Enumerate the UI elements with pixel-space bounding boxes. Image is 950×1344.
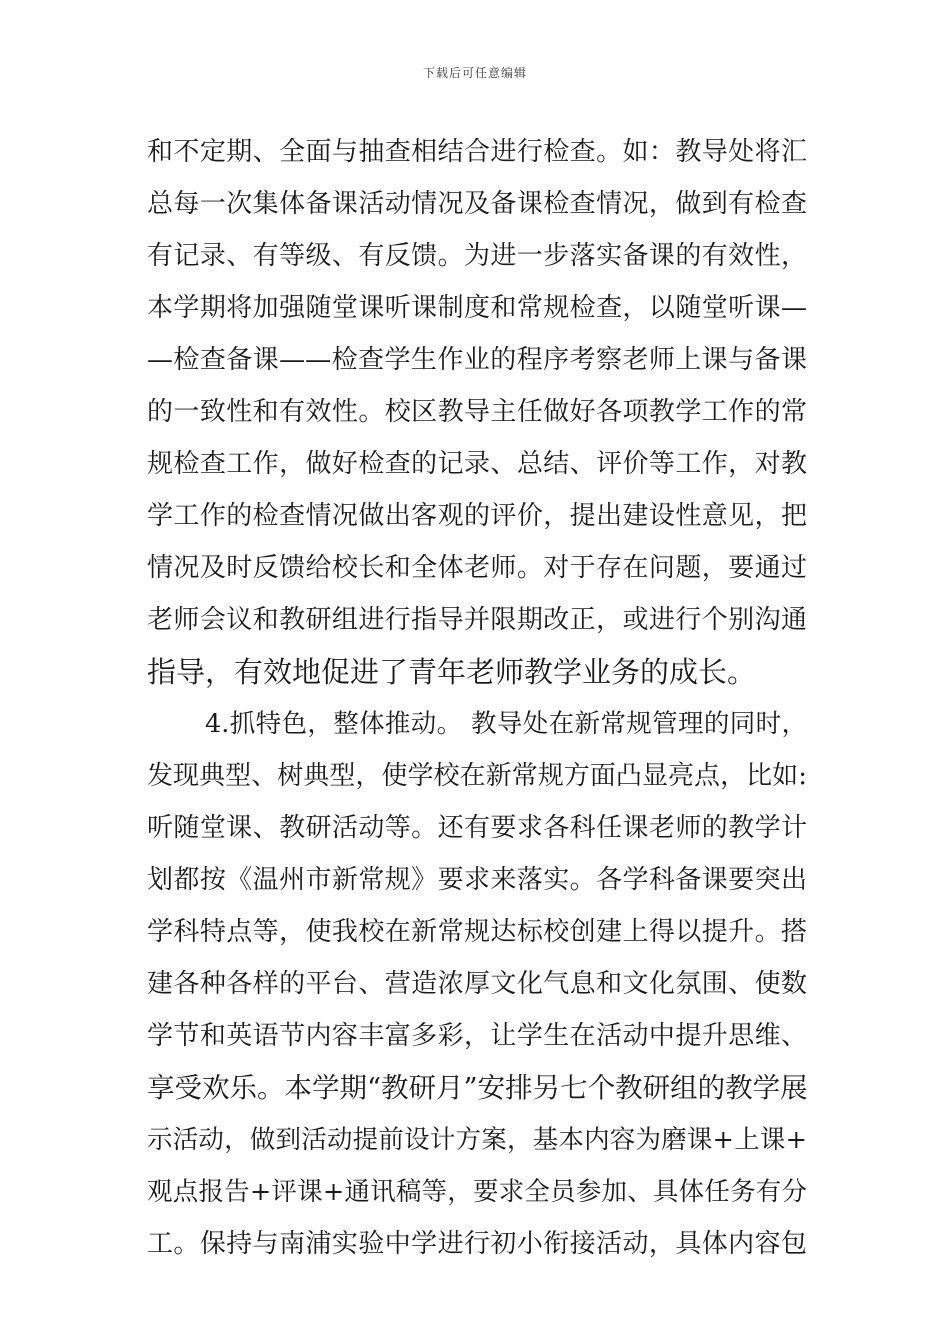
paragraph-2-line-7: 学节和英语节内容丰富多彩，让学生在活动中提升思维、 — [147, 1021, 807, 1051]
paragraph-1-line-4: 本学期将加强随堂课听课制度和常规检查，以随堂听课— — [147, 293, 807, 323]
paragraph-2-line-8: 享受欢乐。本学期“教研月”安排另七个教研组的教学展 — [147, 1072, 808, 1104]
paragraph-2-line-2: 发现典型、树典型，使学校在新常规方面凸显亮点，比如: — [147, 761, 807, 791]
paragraph-2-line-10: 观点报告+评课+通讯稿等，要求全员参加、具体任务有分 — [147, 1177, 807, 1207]
paragraph-2-line-5: 学科特点等，使我校在新常规达标校创建上得以提升。搭 — [147, 917, 807, 947]
paragraph-2-line-1: 4.抓特色，整体推动。 教导处在新常规管理的同时， — [205, 709, 807, 739]
paragraph-2-line-6: 建各种各样的平台、营造浓厚文化气息和文化氛围、使数 — [147, 969, 807, 999]
paragraph-2-line-4: 划都按《温州市新常规》要求来落实。各学科备课要突出 — [147, 865, 807, 895]
paragraph-2-line-11: 工。保持与南浦实验中学进行初小衔接活动，具体内容包 — [147, 1229, 807, 1259]
page-header: 下载后可任意编辑 — [422, 66, 527, 80]
paragraph-1-line-10: 老师会议和教研组进行指导并限期改正，或进行个别沟通 — [147, 605, 807, 635]
paragraph-1-line-2: 总每一次集体备课活动情况及备课检查情况，做到有检查 — [147, 189, 807, 219]
paragraph-2-line-3: 听随堂课、教研活动等。还有要求各科任课老师的教学计 — [147, 813, 807, 843]
paragraph-1-line-6: 的一致性和有效性。校区教导主任做好各项教学工作的常 — [147, 397, 807, 427]
paragraph-1-line-1: 和不定期、全面与抽查相结合进行检查。如：教导处将汇 — [147, 137, 807, 167]
paragraph-1-line-11: 指导，有效地促进了青年老师教学业务的成长。 — [147, 655, 757, 689]
paragraph-1-line-7: 规检查工作，做好检查的记录、总结、评价等工作，对教 — [147, 449, 807, 479]
paragraph-1-line-9: 情况及时反馈给校长和全体老师。对于存在问题，要通过 — [147, 553, 807, 583]
paragraph-2-line-9: 示活动，做到活动提前设计方案，基本内容为磨课+上课+ — [147, 1125, 807, 1155]
paragraph-1-line-3: 有记录、有等级、有反馈。为进一步落实备课的有效性， — [147, 241, 807, 271]
paragraph-1-line-8: 学工作的检查情况做出客观的评价，提出建设性意见，把 — [147, 501, 807, 531]
paragraph-1-line-5: —检查备课——检查学生作业的程序考察老师上课与备课 — [147, 345, 807, 375]
